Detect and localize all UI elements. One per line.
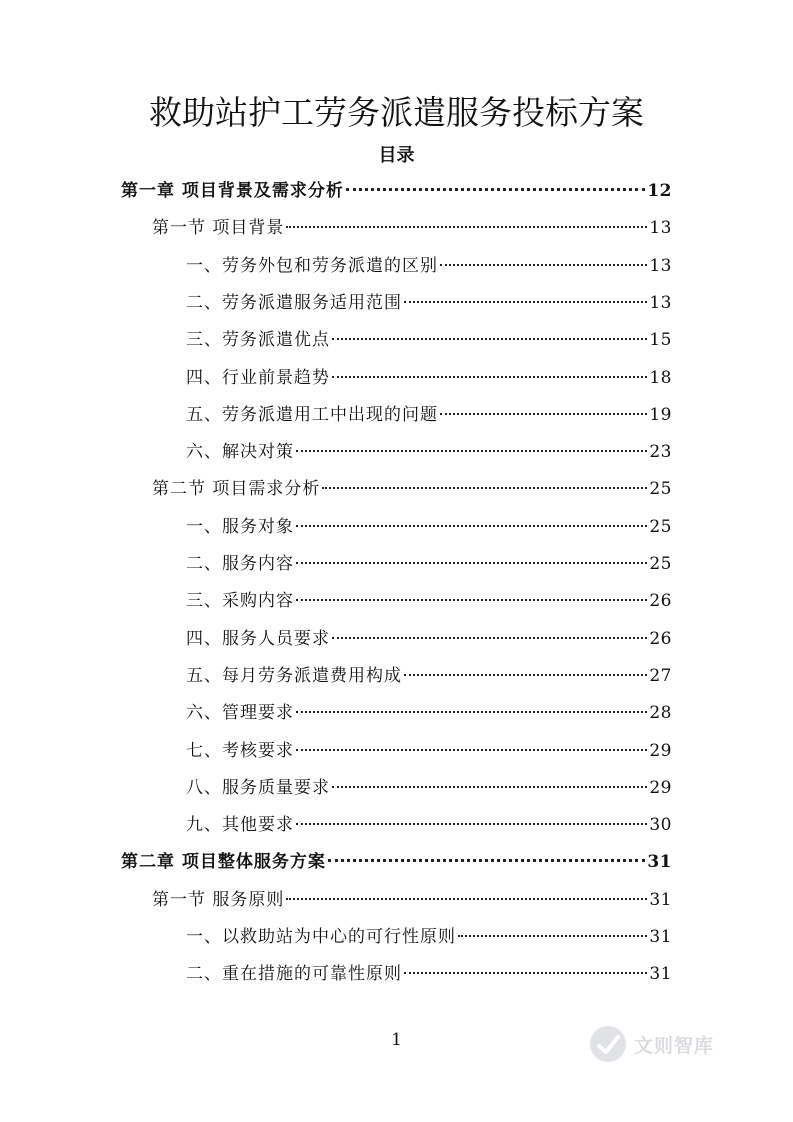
toc-leader-dots <box>404 301 647 303</box>
toc-entry-label: 三、采购内容 <box>186 591 294 612</box>
toc-entry-page: 25 <box>649 554 672 574</box>
toc-entry-item[interactable] <box>186 325 672 355</box>
toc-entry-page: 31 <box>649 964 672 985</box>
toc-leader-dots <box>404 674 647 676</box>
toc-entry-label: 第二章 项目整体服务方案 <box>121 852 326 873</box>
toc-leader-dots <box>296 562 647 564</box>
toc-entry-item[interactable] <box>186 624 672 654</box>
toc-entry-label: 一、劳务外包和劳务派遣的区别 <box>186 255 438 276</box>
toc-leader-dots <box>404 972 647 974</box>
toc-entry-page: 26 <box>649 591 672 612</box>
toc-entry-page: 28 <box>649 703 672 724</box>
watermark-text: 文则智库 <box>634 1034 715 1057</box>
toc-entry-label: 第一节 项目背景 <box>152 218 285 239</box>
toc-entry-label: 二、劳务派遣服务适用范围 <box>186 292 402 313</box>
toc-entry-page: 12 <box>647 181 672 201</box>
toc-entry-page: 19 <box>649 404 672 425</box>
toc-entry-item[interactable] <box>186 773 672 803</box>
toc-leader-dots <box>332 637 647 639</box>
toc-leader-dots <box>296 711 647 713</box>
toc-entry-label: 一、服务对象 <box>186 516 294 537</box>
toc-entry-label: 二、重在措施的可靠性原则 <box>186 964 402 985</box>
toc-leader-dots <box>322 487 647 489</box>
toc-leader-dots <box>440 264 647 266</box>
toc-entry-label: 八、服务质量要求 <box>186 777 330 798</box>
toc-entry-label: 第一节 服务原则 <box>152 889 285 910</box>
toc-leader-dots <box>332 376 647 378</box>
toc-entry-page: 13 <box>649 292 672 313</box>
toc-entry-item[interactable] <box>186 437 672 467</box>
toc-entry-item[interactable] <box>186 251 672 281</box>
toc-entry-page: 31 <box>647 852 672 873</box>
toc-entry-page: 23 <box>649 442 672 463</box>
toc-entry-label: 第一章 项目背景及需求分析 <box>121 181 344 201</box>
toc-entry-section[interactable] <box>152 885 672 915</box>
toc-entry-page: 27 <box>649 665 672 686</box>
toc-entry-item[interactable] <box>186 736 672 766</box>
toc-leader-dots <box>332 786 647 788</box>
toc-entry-page: 31 <box>649 889 672 910</box>
toc-leader-dots <box>458 935 647 937</box>
toc-leader-dots <box>328 859 645 862</box>
toc-entry-item[interactable] <box>186 549 672 579</box>
toc-entry-chapter[interactable] <box>121 176 672 206</box>
page-number: 1 <box>391 1030 402 1050</box>
toc-entry-label: 二、服务内容 <box>186 554 294 574</box>
page-title: 救助站护工劳务派遣服务投标方案 <box>149 93 644 132</box>
toc-entry-label: 四、服务人员要求 <box>186 628 330 649</box>
toc-entry-item[interactable] <box>186 810 672 840</box>
toc-leader-dots <box>286 226 647 228</box>
toc-entry-page: 13 <box>649 255 672 276</box>
toc-entry-page: 30 <box>649 815 672 836</box>
toc-entry-page: 25 <box>649 479 672 500</box>
toc-entry-label: 第二节 项目需求分析 <box>152 479 321 500</box>
toc-entry-label: 四、行业前景趋势 <box>186 367 330 388</box>
toc-entry-page: 26 <box>649 628 672 649</box>
toc-entry-item[interactable] <box>186 363 672 393</box>
toc-leader-dots <box>332 338 647 340</box>
toc-entry-page: 29 <box>649 740 672 761</box>
toc-entry-label: 五、劳务派遣用工中出现的问题 <box>186 404 438 425</box>
toc-entry-page: 13 <box>649 218 672 239</box>
toc-entry-section[interactable] <box>152 474 672 504</box>
watermark-logo-icon <box>588 1024 628 1064</box>
toc-entry-label: 五、每月劳务派遣费用构成 <box>186 665 402 686</box>
toc-leader-dots <box>296 749 647 751</box>
toc-entry-label: 六、解决对策 <box>186 442 294 463</box>
toc-entry-item[interactable] <box>186 922 672 952</box>
toc-entry-item[interactable] <box>186 698 672 728</box>
toc-leader-dots <box>296 823 647 825</box>
toc-heading: 目录 <box>378 145 415 166</box>
toc-entry-chapter[interactable] <box>121 847 672 877</box>
toc-leader-dots <box>286 898 647 900</box>
toc-leader-dots <box>296 450 647 452</box>
toc-entry-item[interactable] <box>186 661 672 691</box>
toc-entry-label: 九、其他要求 <box>186 815 294 836</box>
toc-leader-dots <box>296 599 647 601</box>
toc-leader-dots <box>346 188 645 191</box>
toc-entry-page: 25 <box>649 516 672 537</box>
toc-entry-item[interactable] <box>186 586 672 616</box>
toc-entry-page: 31 <box>649 927 672 947</box>
toc-leader-dots <box>440 413 647 415</box>
toc-entry-item[interactable] <box>186 959 672 989</box>
toc-leader-dots <box>296 525 647 527</box>
toc-entry-label: 七、考核要求 <box>186 740 294 761</box>
toc-entry-page: 15 <box>649 330 672 351</box>
toc-entry-item[interactable] <box>186 400 672 430</box>
toc-entry-label: 三、劳务派遣优点 <box>186 330 330 351</box>
toc-entry-item[interactable] <box>186 288 672 318</box>
toc-entry-section[interactable] <box>152 213 672 243</box>
toc-entry-page: 18 <box>649 367 672 388</box>
toc-entry-page: 29 <box>649 777 672 798</box>
toc-entry-label: 六、管理要求 <box>186 703 294 724</box>
toc-entry-label: 一、以救助站为中心的可行性原则 <box>186 927 456 947</box>
toc-entry-item[interactable] <box>186 512 672 542</box>
watermark <box>588 1020 758 1068</box>
